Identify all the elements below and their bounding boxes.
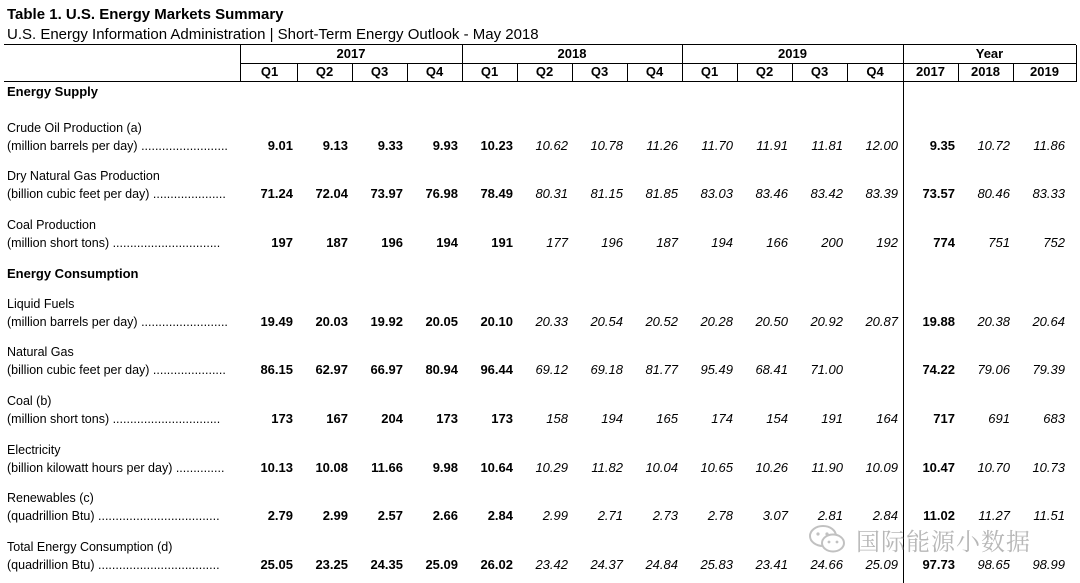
table-cell: 10.62 [535, 138, 568, 153]
table-cell: 196 [601, 235, 623, 250]
section-energy-supply: Energy Supply [7, 84, 99, 99]
column-header: Q1 [260, 64, 279, 79]
row-label-line1: Renewables (c) [7, 491, 94, 505]
table-title: Table 1. U.S. Energy Markets Summary [7, 6, 284, 23]
section-energy-consumption: Energy Consumption [7, 266, 139, 281]
table-cell: 173 [491, 411, 513, 426]
table-cell: 10.47 [922, 460, 955, 475]
column-header: 2018 [971, 64, 1000, 79]
col-divider [240, 45, 241, 82]
table-cell: 191 [821, 411, 843, 426]
table-cell: 73.97 [370, 186, 403, 201]
table-cell: 11.70 [701, 138, 733, 153]
table-cell: 177 [546, 235, 568, 250]
table-cell: 83.46 [755, 186, 788, 201]
table-cell: 2.78 [707, 508, 733, 523]
table-cell: 98.65 [977, 557, 1010, 572]
table-cell: 11.02 [923, 508, 955, 523]
row-label-units: (billion cubic feet per day) ..................... [7, 363, 226, 377]
table-cell: 79.39 [1032, 362, 1065, 377]
table-cell: 11.51 [1033, 508, 1065, 523]
table-cell: 69.12 [535, 362, 568, 377]
table-cell: 11.66 [371, 460, 403, 475]
table-cell: 752 [1043, 235, 1065, 250]
table-cell: 10.73 [1032, 460, 1065, 475]
table-cell: 11.90 [811, 460, 843, 475]
table-cell: 20.03 [315, 314, 348, 329]
table-cell: 25.83 [700, 557, 733, 572]
table-cell: 20.54 [590, 314, 623, 329]
row-label-units: (million barrels per day) ......................... [7, 315, 228, 329]
table-cell: 12.00 [865, 138, 898, 153]
table-cell: 192 [876, 235, 898, 250]
table-cell: 20.10 [480, 314, 513, 329]
table-cell: 19.88 [922, 314, 955, 329]
table-cell: 62.97 [315, 362, 348, 377]
table-cell: 96.44 [480, 362, 513, 377]
group-header-2019: 2019 [682, 45, 903, 64]
table-cell: 173 [436, 411, 458, 426]
col-divider [682, 45, 683, 82]
table-cell: 173 [271, 411, 293, 426]
table-cell: 10.13 [260, 460, 293, 475]
table-cell: 20.64 [1032, 314, 1065, 329]
table-cell: 80.94 [425, 362, 458, 377]
row-label-line1: Total Energy Consumption (d) [7, 540, 173, 554]
col-divider [1013, 63, 1014, 82]
table-cell: 10.04 [645, 460, 678, 475]
table-cell: 2.57 [377, 508, 403, 523]
row-label-units: (quadrillion Btu) ................................... [7, 558, 220, 572]
table-cell: 20.38 [977, 314, 1010, 329]
table-cell: 751 [988, 235, 1010, 250]
table-cell: 19.92 [370, 314, 403, 329]
table-cell: 2.71 [597, 508, 623, 523]
table-cell: 25.09 [865, 557, 898, 572]
table-cell: 20.92 [810, 314, 843, 329]
table-cell: 196 [381, 235, 403, 250]
table-cell: 2.84 [487, 508, 513, 523]
table-cell: 23.42 [535, 557, 568, 572]
table-cell: 23.41 [755, 557, 788, 572]
table-cell: 683 [1043, 411, 1065, 426]
header-bottom-rule [4, 81, 1076, 82]
table-cell: 2.73 [652, 508, 678, 523]
table-cell: 167 [326, 411, 348, 426]
table-cell: 79.06 [977, 362, 1010, 377]
table-cell: 69.18 [590, 362, 623, 377]
table-cell: 10.78 [590, 138, 623, 153]
column-header: Q2 [755, 64, 774, 79]
row-label-line1: Coal Production [7, 218, 96, 232]
table-cell: 98.99 [1032, 557, 1065, 572]
table-cell: 717 [933, 411, 955, 426]
table-cell: 25.05 [260, 557, 293, 572]
table-cell: 20.52 [645, 314, 678, 329]
table-cell: 2.79 [267, 508, 293, 523]
table-cell: 11.26 [646, 138, 678, 153]
table-cell: 11.81 [811, 138, 843, 153]
row-label-line1: Natural Gas [7, 345, 74, 359]
column-header: Q3 [590, 64, 609, 79]
table-cell: 191 [491, 235, 513, 250]
col-divider [792, 63, 793, 82]
col-divider [517, 63, 518, 82]
row-label-units: (billion cubic feet per day) ..................... [7, 187, 226, 201]
col-divider [462, 45, 463, 82]
table-cell: 10.29 [535, 460, 568, 475]
table-cell: 83.42 [810, 186, 843, 201]
table-cell: 9.98 [432, 460, 458, 475]
table-cell: 76.98 [425, 186, 458, 201]
table-cell: 81.77 [645, 362, 678, 377]
column-header: Q1 [480, 64, 499, 79]
table-cell: 2.66 [432, 508, 458, 523]
table-cell: 80.46 [977, 186, 1010, 201]
row-label [7, 343, 226, 379]
table-cell: 72.04 [315, 186, 348, 201]
group-header-2017: 2017 [240, 45, 462, 64]
table-cell: 10.64 [480, 460, 513, 475]
table-cell: 154 [766, 411, 788, 426]
watermark-text: 国际能源小数据 [856, 527, 1031, 556]
table-cell: 19.49 [260, 314, 293, 329]
column-header: Q3 [370, 64, 389, 79]
table-cell: 9.35 [929, 138, 955, 153]
table-subtitle: U.S. Energy Information Administration | Short-Term Energy Outlook - May 2018 [7, 26, 539, 43]
table-cell: 10.26 [755, 460, 788, 475]
table-cell: 10.08 [315, 460, 348, 475]
table-cell: 24.84 [645, 557, 678, 572]
col-divider [627, 63, 628, 82]
table-cell: 95.49 [700, 362, 733, 377]
group-header-year: Year [903, 45, 1076, 64]
table-cell: 10.09 [865, 460, 898, 475]
column-header: Q4 [645, 64, 664, 79]
row-label [7, 295, 228, 331]
table-cell: 74.22 [922, 362, 955, 377]
row-label [7, 216, 220, 252]
table-cell: 23.25 [315, 557, 348, 572]
row-label-line1: Electricity [7, 443, 61, 457]
table-cell: 66.97 [370, 362, 403, 377]
table-cell: 187 [656, 235, 678, 250]
row-label [7, 489, 220, 525]
table-cell: 71.00 [810, 362, 843, 377]
table-cell: 80.31 [535, 186, 568, 201]
table-cell: 20.50 [755, 314, 788, 329]
table-cell: 10.72 [977, 138, 1010, 153]
table-cell: 11.86 [1033, 138, 1065, 153]
table-cell: 20.28 [700, 314, 733, 329]
column-header: 2019 [1030, 64, 1059, 79]
col-divider [407, 63, 408, 82]
col-divider [958, 63, 959, 82]
table-cell: 86.15 [260, 362, 293, 377]
table-cell: 194 [436, 235, 458, 250]
table-cell: 24.35 [370, 557, 403, 572]
column-header: Q1 [700, 64, 719, 79]
col-divider [1076, 45, 1077, 82]
column-header: Q4 [866, 64, 884, 79]
table-cell: 774 [933, 235, 955, 250]
row-label-units: (million short tons) ............................... [7, 412, 221, 426]
table-cell: 197 [271, 235, 293, 250]
row-label-units: (billion kilowatt hours per day) .............. [7, 461, 225, 475]
col-divider [297, 63, 298, 82]
table-cell: 20.87 [865, 314, 898, 329]
col-divider [847, 63, 848, 82]
table-cell: 24.66 [810, 557, 843, 572]
table-cell: 164 [876, 411, 898, 426]
row-label [7, 538, 220, 574]
table-cell: 194 [601, 411, 623, 426]
table-cell: 71.24 [260, 186, 293, 201]
col-divider [737, 63, 738, 82]
table-cell: 158 [546, 411, 568, 426]
row-label [7, 119, 228, 155]
row-label-units: (million short tons) ............................... [7, 236, 221, 250]
table-cell: 97.73 [922, 557, 955, 572]
column-header: Q2 [315, 64, 334, 79]
group-header-2018: 2018 [462, 45, 682, 64]
table-cell: 83.33 [1032, 186, 1065, 201]
table-cell: 691 [988, 411, 1010, 426]
table-cell: 83.39 [865, 186, 898, 201]
wechat-icon [808, 523, 848, 555]
row-label [7, 167, 226, 203]
table-cell: 10.23 [480, 138, 513, 153]
row-label-line1: Liquid Fuels [7, 297, 75, 311]
table-cell: 194 [711, 235, 733, 250]
table-cell: 20.33 [535, 314, 568, 329]
table-cell: 24.37 [590, 557, 623, 572]
table-cell: 2.84 [872, 508, 898, 523]
table-cell: 78.49 [480, 186, 513, 201]
row-label-units: (million barrels per day) ......................... [7, 139, 228, 153]
row-label-units: (quadrillion Btu) ................................... [7, 509, 220, 523]
row-label-line1: Coal (b) [7, 394, 52, 408]
table-cell: 10.70 [977, 460, 1010, 475]
col-divider [572, 63, 573, 82]
table-cell: 25.09 [425, 557, 458, 572]
table-cell: 9.13 [322, 138, 348, 153]
row-label-line1: Dry Natural Gas Production [7, 169, 160, 183]
table-cell: 187 [326, 235, 348, 250]
table-cell: 10.65 [700, 460, 733, 475]
table-cell: 81.15 [590, 186, 623, 201]
table-cell: 2.99 [322, 508, 348, 523]
table-cell: 200 [821, 235, 843, 250]
table-cell: 83.03 [700, 186, 733, 201]
row-label-line1: Crude Oil Production (a) [7, 121, 142, 135]
table-cell: 81.85 [645, 186, 678, 201]
table-cell: 26.02 [480, 557, 513, 572]
table-cell: 11.27 [978, 508, 1010, 523]
table-cell: 2.99 [542, 508, 568, 523]
table-cell: 2.81 [817, 508, 843, 523]
watermark [808, 519, 1070, 559]
table-cell: 73.57 [922, 186, 955, 201]
col-divider [352, 63, 353, 82]
table-cell: 165 [656, 411, 678, 426]
table-cell: 166 [766, 235, 788, 250]
row-label [7, 392, 220, 428]
table-cell: 11.91 [756, 138, 788, 153]
table-cell: 11.82 [591, 460, 623, 475]
table-cell: 9.01 [267, 138, 293, 153]
table-cell: 9.93 [432, 138, 458, 153]
table-cell: 9.33 [377, 138, 403, 153]
column-header: 2017 [916, 64, 945, 79]
table-cell: 204 [381, 411, 403, 426]
table-cell: 3.07 [762, 508, 788, 523]
table-cell: 20.05 [425, 314, 458, 329]
table-cell: 68.41 [755, 362, 788, 377]
column-header: Q2 [535, 64, 554, 79]
table-cell: 174 [711, 411, 733, 426]
column-header: Q4 [425, 64, 444, 79]
row-label [7, 441, 224, 477]
column-header: Q3 [810, 64, 829, 79]
